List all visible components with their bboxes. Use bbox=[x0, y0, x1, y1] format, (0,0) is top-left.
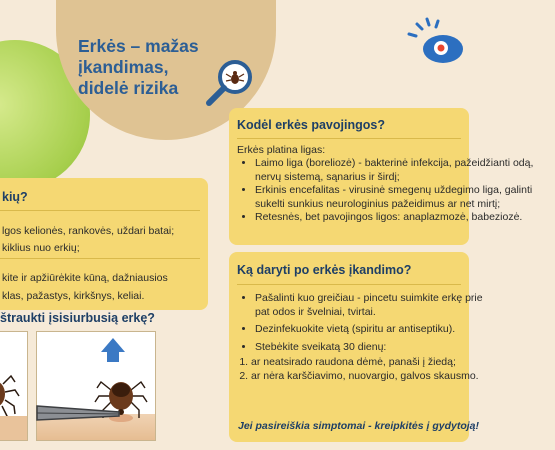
protect-heading: kių? bbox=[2, 190, 28, 204]
list-item: • Stebėkite sveikatą 30 dienų: bbox=[255, 341, 485, 355]
eye-icon bbox=[405, 15, 450, 65]
after-heading: Ką daryti po erkės įkandimo? bbox=[237, 263, 412, 277]
protection-card bbox=[0, 178, 208, 310]
list-item: • Erkinis encefalitas - virusinė smegenų uždegimo liga, galinti sukelti sunkius neurologinius pažeidimus ar net mirtį; bbox=[255, 184, 555, 211]
list-item: • Pašalinti kuo greičiau - pincetu suimkite erkę prie pat odos ir švelniai, tvirtai. bbox=[255, 292, 485, 319]
list-item: 1. ar neatsirado raudona dėmė, panaši į žiedą; bbox=[251, 355, 481, 369]
tick-illustration bbox=[0, 332, 27, 440]
list-item: • Retesnės, bet pavojingos ligos: anaplazmozė, babeziozė. bbox=[255, 211, 555, 225]
page-title: Erkės – mažas įkandimas, didelė rizika bbox=[78, 36, 199, 98]
divider bbox=[0, 210, 200, 211]
how-to-remove-heading: štraukti įsisiurbusią erkę? bbox=[0, 311, 155, 325]
symptom-checklist bbox=[237, 355, 481, 383]
tweezers-removal-illustration bbox=[37, 332, 155, 440]
why-heading: Kodėl erkės pavojingos? bbox=[237, 118, 385, 132]
divider bbox=[237, 138, 461, 139]
arrow-up-icon bbox=[101, 338, 125, 362]
protect-line: kite ir apžiūrėkite kūną, dažniausios bbox=[2, 272, 168, 284]
protect-line: lgos kelionės, rankovės, uždari batai; bbox=[2, 225, 175, 237]
after-bite-card bbox=[229, 252, 483, 442]
final-warning: Jei pasireiškia simptomai - kreipkitės į gydytoją! bbox=[238, 420, 480, 432]
divider bbox=[0, 258, 200, 259]
tick-on-skin-image bbox=[0, 331, 28, 441]
list-item: • Laimo liga (boreliozė) - bakterinė infekcija, pažeidžianti odą, nervų sistemą, sąnarius ir širdį; bbox=[255, 157, 555, 184]
why-intro: Erkės platina ligas: bbox=[237, 144, 326, 156]
why-dangerous-card bbox=[229, 108, 534, 245]
list-item: • Dezinfekuokite vietą (spiritu ar antiseptiku). bbox=[255, 323, 485, 337]
after-list bbox=[237, 292, 485, 354]
why-list bbox=[237, 157, 555, 225]
protect-line: kiklius nuo erkių; bbox=[2, 242, 80, 254]
divider bbox=[237, 284, 461, 285]
magnifier-tick-icon bbox=[203, 57, 257, 111]
tick-removal-image bbox=[36, 331, 156, 441]
protect-line: klas, pažastys, kirkšnys, keliai. bbox=[2, 290, 145, 302]
list-item: 2. ar nėra karščiavimo, nuovargio, galvos skausmo. bbox=[251, 369, 481, 383]
